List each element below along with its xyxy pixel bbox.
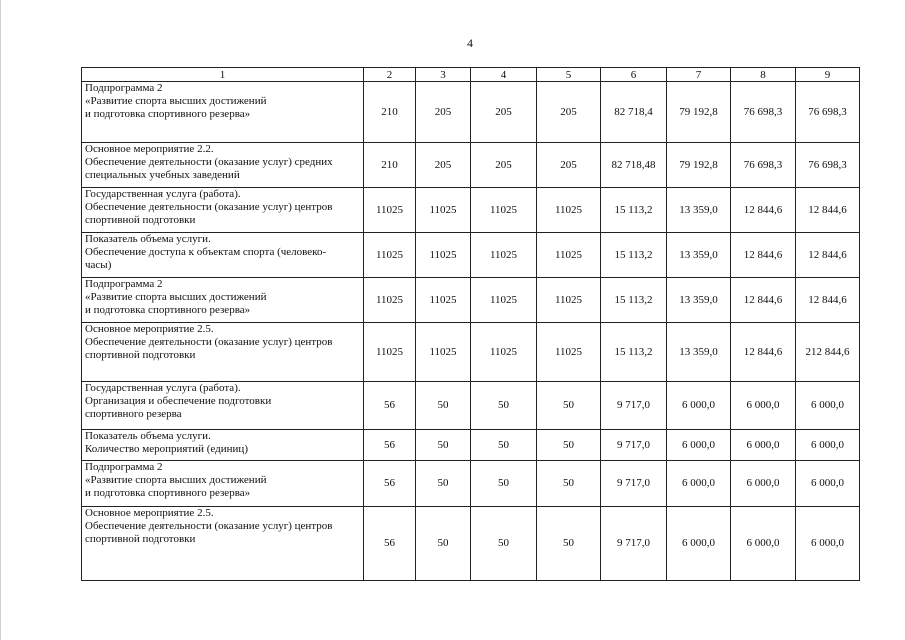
column-header: 4 xyxy=(471,68,537,82)
table-cell: 205 xyxy=(416,82,471,143)
table-cell: 76 698,3 xyxy=(731,82,796,143)
table-cell: 205 xyxy=(471,143,537,188)
table-cell: 11025 xyxy=(537,188,601,233)
table-cell: 50 xyxy=(537,461,601,507)
table-row xyxy=(82,430,860,461)
table-cell: 50 xyxy=(471,461,537,507)
table-cell: 205 xyxy=(537,143,601,188)
table-cell: 205 xyxy=(471,82,537,143)
table-cell: 11025 xyxy=(471,233,537,278)
table-cell: 12 844,6 xyxy=(731,233,796,278)
table-cell: 12 844,6 xyxy=(796,278,860,323)
table-cell: 6 000,0 xyxy=(667,507,731,581)
table-cell: 205 xyxy=(537,82,601,143)
row-description: Государственная услуга (работа). Обеспечение деятельности (оказание услуг) центров спортивной подготовки xyxy=(82,188,364,233)
table-cell: 79 192,8 xyxy=(667,143,731,188)
header-row xyxy=(82,68,860,82)
table-cell: 210 xyxy=(364,82,416,143)
table-cell: 11025 xyxy=(416,278,471,323)
table-row xyxy=(82,461,860,507)
table-cell: 9 717,0 xyxy=(601,507,667,581)
table-cell: 50 xyxy=(537,382,601,430)
table-cell: 11025 xyxy=(471,323,537,382)
table-cell: 13 359,0 xyxy=(667,188,731,233)
table-cell: 79 192,8 xyxy=(667,82,731,143)
table-cell: 11025 xyxy=(364,188,416,233)
table-cell: 6 000,0 xyxy=(667,382,731,430)
table-cell: 56 xyxy=(364,430,416,461)
table-cell: 15 113,2 xyxy=(601,278,667,323)
row-description: Подпрограмма 2 «Развитие спорта высших достижений и подготовка спортивного резерва» xyxy=(82,278,364,323)
table-cell: 76 698,3 xyxy=(731,143,796,188)
table-cell: 15 113,2 xyxy=(601,233,667,278)
table-cell: 6 000,0 xyxy=(731,507,796,581)
table-cell: 11025 xyxy=(471,278,537,323)
table-row xyxy=(82,233,860,278)
table-cell: 11025 xyxy=(364,278,416,323)
table-cell: 50 xyxy=(416,507,471,581)
table-cell: 11025 xyxy=(364,233,416,278)
column-header: 1 xyxy=(82,68,364,82)
table-cell: 11025 xyxy=(416,233,471,278)
table-row xyxy=(82,278,860,323)
table-cell: 6 000,0 xyxy=(667,461,731,507)
table-cell: 76 698,3 xyxy=(796,82,860,143)
column-header: 5 xyxy=(537,68,601,82)
budget-table xyxy=(81,67,860,581)
table-cell: 6 000,0 xyxy=(731,461,796,507)
column-header: 8 xyxy=(731,68,796,82)
table-cell: 50 xyxy=(416,430,471,461)
table-cell: 210 xyxy=(364,143,416,188)
table-cell: 13 359,0 xyxy=(667,233,731,278)
table-cell: 6 000,0 xyxy=(731,430,796,461)
table-cell: 50 xyxy=(471,382,537,430)
table-cell: 50 xyxy=(537,507,601,581)
table-cell: 56 xyxy=(364,382,416,430)
table-cell: 13 359,0 xyxy=(667,278,731,323)
row-description: Государственная услуга (работа). Организация и обеспечение подготовки спортивного резерва xyxy=(82,382,364,430)
table-cell: 50 xyxy=(416,461,471,507)
table-cell: 9 717,0 xyxy=(601,430,667,461)
table-cell: 13 359,0 xyxy=(667,323,731,382)
table-row xyxy=(82,323,860,382)
table-cell: 11025 xyxy=(416,323,471,382)
table-cell: 6 000,0 xyxy=(667,430,731,461)
table-cell: 6 000,0 xyxy=(796,382,860,430)
table-cell: 11025 xyxy=(471,188,537,233)
table-cell: 205 xyxy=(416,143,471,188)
table-cell: 12 844,6 xyxy=(796,188,860,233)
column-header: 7 xyxy=(667,68,731,82)
row-description: Подпрограмма 2 «Развитие спорта высших достижений и подготовка спортивного резерва» xyxy=(82,461,364,507)
table-row xyxy=(82,143,860,188)
table-cell: 6 000,0 xyxy=(796,430,860,461)
table-cell: 82 718,4 xyxy=(601,82,667,143)
column-header: 3 xyxy=(416,68,471,82)
table-cell: 11025 xyxy=(537,278,601,323)
table-cell: 50 xyxy=(471,430,537,461)
table-cell: 11025 xyxy=(416,188,471,233)
column-header: 2 xyxy=(364,68,416,82)
row-description: Основное мероприятие 2.5. Обеспечение деятельности (оказание услуг) центров спортивной подготовки xyxy=(82,507,364,581)
row-description: Показатель объема услуги. Количество мероприятий (единиц) xyxy=(82,430,364,461)
table-cell: 76 698,3 xyxy=(796,143,860,188)
column-header: 6 xyxy=(601,68,667,82)
table-cell: 6 000,0 xyxy=(796,461,860,507)
table-cell: 50 xyxy=(537,430,601,461)
table-cell: 15 113,2 xyxy=(601,323,667,382)
table-cell: 9 717,0 xyxy=(601,461,667,507)
table-cell: 11025 xyxy=(364,323,416,382)
row-description: Основное мероприятие 2.2. Обеспечение деятельности (оказание услуг) средних специальных учебных заведений xyxy=(82,143,364,188)
table-cell: 6 000,0 xyxy=(731,382,796,430)
row-description: Основное мероприятие 2.5. Обеспечение деятельности (оказание услуг) центров спортивной подготовки xyxy=(82,323,364,382)
row-description: Показатель объема услуги. Обеспечение доступа к объектам спорта (человеко- часы) xyxy=(82,233,364,278)
table-cell: 12 844,6 xyxy=(731,188,796,233)
table-cell: 6 000,0 xyxy=(796,507,860,581)
table-cell: 11025 xyxy=(537,323,601,382)
table-cell: 56 xyxy=(364,461,416,507)
table-cell: 56 xyxy=(364,507,416,581)
table-row xyxy=(82,82,860,143)
table-cell: 15 113,2 xyxy=(601,188,667,233)
table-cell: 82 718,48 xyxy=(601,143,667,188)
table-cell: 12 844,6 xyxy=(731,278,796,323)
table-cell: 12 844,6 xyxy=(731,323,796,382)
row-description: Подпрограмма 2 «Развитие спорта высших достижений и подготовка спортивного резерва» xyxy=(82,82,364,143)
table-cell: 50 xyxy=(471,507,537,581)
column-header: 9 xyxy=(796,68,860,82)
table-cell: 11025 xyxy=(537,233,601,278)
table-row xyxy=(82,507,860,581)
table-row xyxy=(82,382,860,430)
table-cell: 12 844,6 xyxy=(796,233,860,278)
table-cell: 50 xyxy=(416,382,471,430)
page-left-edge xyxy=(0,0,1,640)
table-cell: 212 844,6 xyxy=(796,323,860,382)
table-cell: 9 717,0 xyxy=(601,382,667,430)
page-number: 4 xyxy=(467,36,473,50)
table-row xyxy=(82,188,860,233)
